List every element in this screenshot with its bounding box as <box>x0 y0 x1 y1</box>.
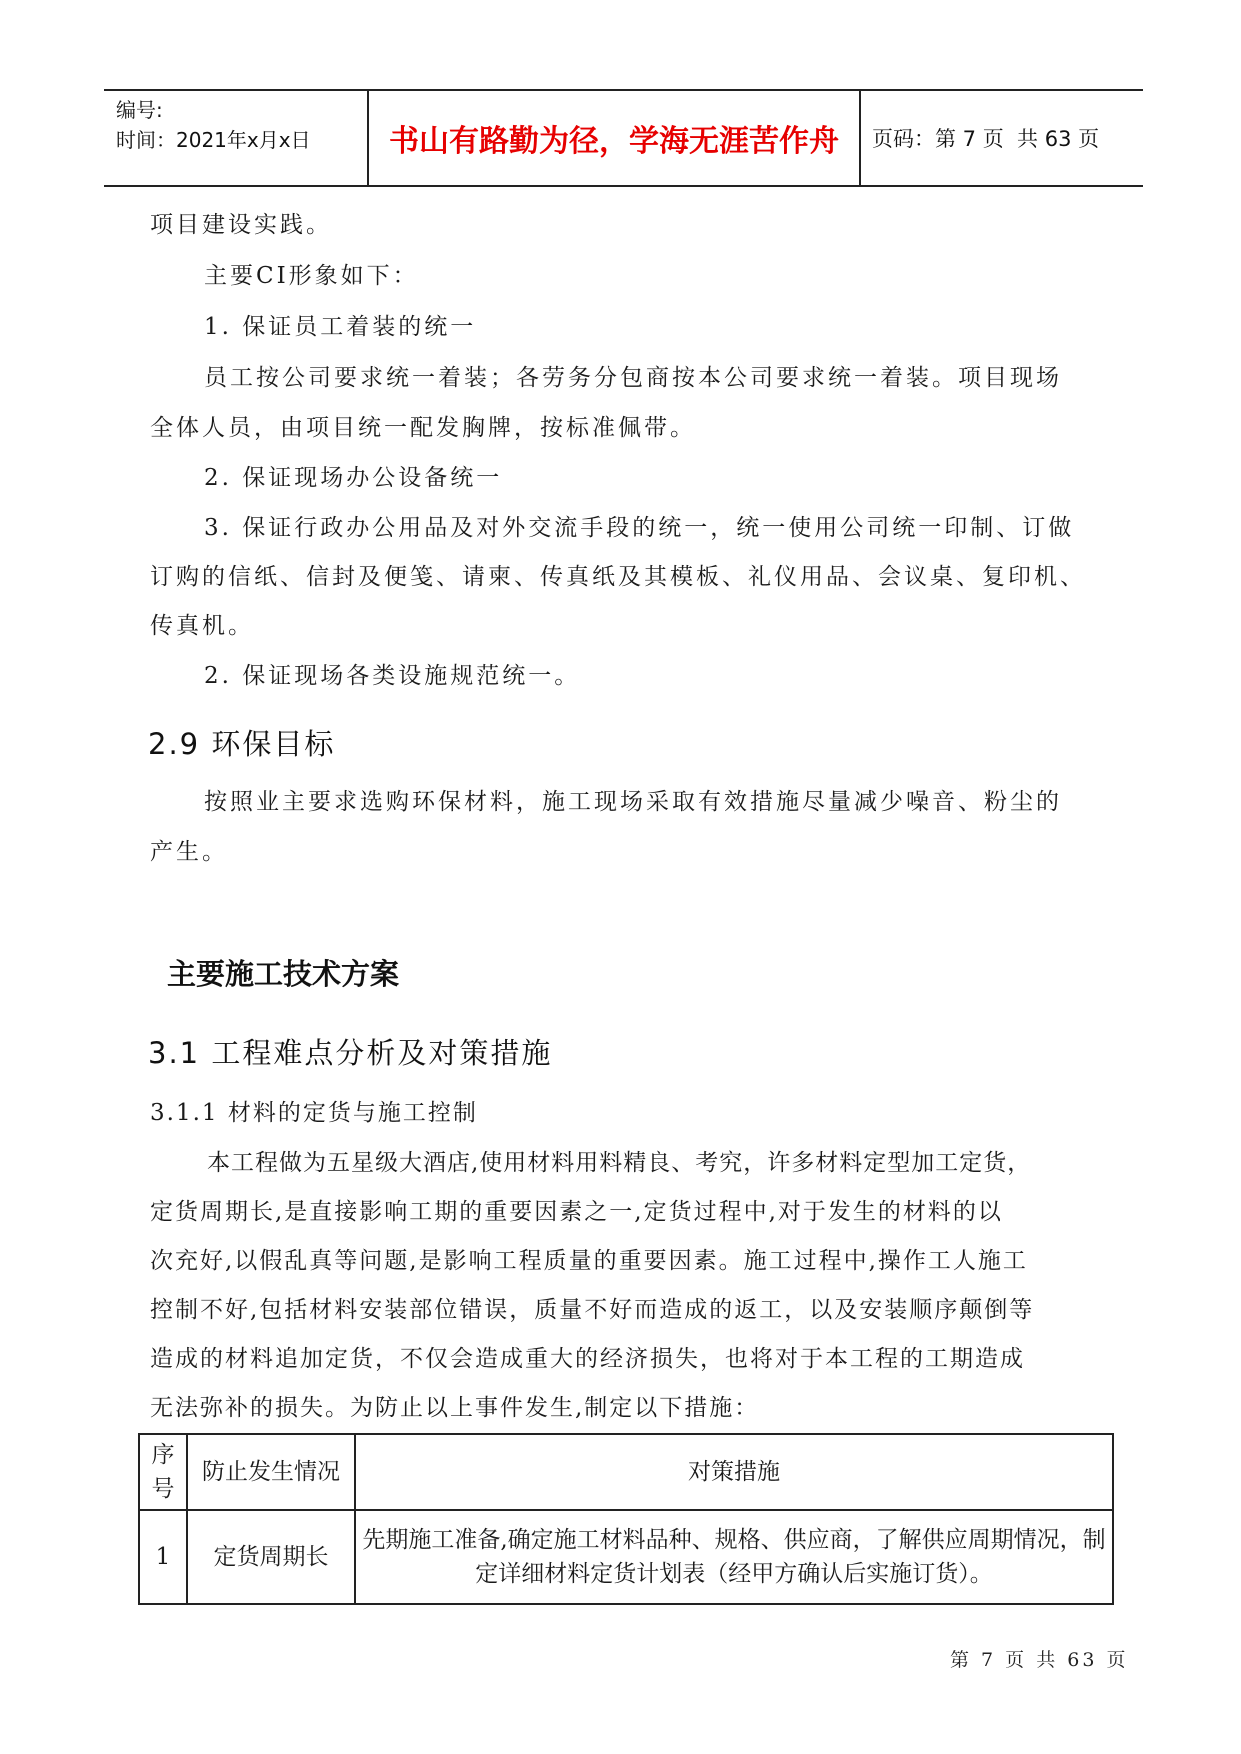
table-header-row <box>139 1434 1113 1510</box>
section-heading: 3.1 工程难点分析及对策措施 <box>148 1036 553 1070</box>
column-header-measure: 对策措施 <box>355 1434 1113 1510</box>
header-time-label: 时间：2021年x月x日 <box>116 128 311 152</box>
paragraph-line: 定货周期长,是直接影响工期的重要因素之一,定货过程中,对于发生的材料的以 <box>150 1199 1003 1225</box>
paragraph-line: 全体人员，由项目统一配发胸牌，按标准佩带。 <box>150 415 696 441</box>
paragraph-line: 产生。 <box>150 839 228 865</box>
header-motto: 书山有路勤为径，学海无涯苦作舟 <box>389 124 839 159</box>
header-divider <box>859 91 861 185</box>
paragraph-line: 员工按公司要求统一着装；各劳务分包商按本公司要求统一着装。项目现场 <box>204 365 1062 391</box>
paragraph-line: 本工程做为五星级大酒店,使用材料用料精良、考究，许多材料定型加工定货， <box>207 1150 1032 1176</box>
subsection-heading: 3.1.1 材料的定货与施工控制 <box>150 1100 478 1126</box>
measures-table <box>138 1433 1114 1605</box>
header-meta <box>116 95 311 155</box>
column-header-situation: 防止发生情况 <box>187 1434 355 1510</box>
paragraph-line: 控制不好,包括材料安装部位错误，质量不好而造成的返工，以及安装顺序颠倒等 <box>150 1297 1035 1323</box>
header-number-label: 编号: <box>116 98 163 122</box>
paragraph-line: 主要CI形象如下： <box>204 263 419 289</box>
page-footer: 第 7 页 共 63 页 <box>950 1649 1129 1671</box>
paragraph-line: 按照业主要求选购环保材料，施工现场采取有效措施尽量减少噪音、粉尘的 <box>204 789 1062 815</box>
paragraph-line: 次充好,以假乱真等问题,是影响工程质量的重要因素。施工过程中,操作工人施工 <box>150 1248 1028 1274</box>
list-item: 1. 保证员工着装的统一 <box>204 314 477 340</box>
paragraph-line: 传真机。 <box>150 613 254 639</box>
section-heading: 2.9 环保目标 <box>148 727 336 761</box>
cell-measure: 先期施工准备,确定施工材料品种、规格、供应商，了解供应周期情况，制定详细材料定货计划表（经甲方确认后实施订货）。 <box>355 1510 1113 1604</box>
cell-situation: 定货周期长 <box>187 1510 355 1604</box>
paragraph-line: 造成的材料追加定货，不仅会造成重大的经济损失，也将对于本工程的工期造成 <box>150 1346 1025 1372</box>
cell-no: 1 <box>139 1510 187 1604</box>
paragraph-line: 项目建设实践。 <box>150 212 332 238</box>
list-item: 2. 保证现场各类设施规范统一。 <box>204 663 581 689</box>
list-item: 3. 保证行政办公用品及对外交流手段的统一，统一使用公司统一印制、订做 <box>204 515 1075 541</box>
column-header-no: 序号 <box>139 1434 187 1510</box>
table-row <box>139 1510 1113 1604</box>
page-header <box>104 89 1143 187</box>
chapter-heading: 主要施工技术方案 <box>167 957 400 991</box>
paragraph-line: 无法弥补的损失。为防止以上事件发生,制定以下措施： <box>150 1395 760 1421</box>
header-page-label: 页码：第 7 页 共 63 页 <box>872 127 1100 151</box>
paragraph-line: 订购的信纸、信封及便笺、请柬、传真纸及其模板、礼仪用品、会议桌、复印机、 <box>150 564 1086 590</box>
list-item: 2. 保证现场办公设备统一 <box>204 465 503 491</box>
